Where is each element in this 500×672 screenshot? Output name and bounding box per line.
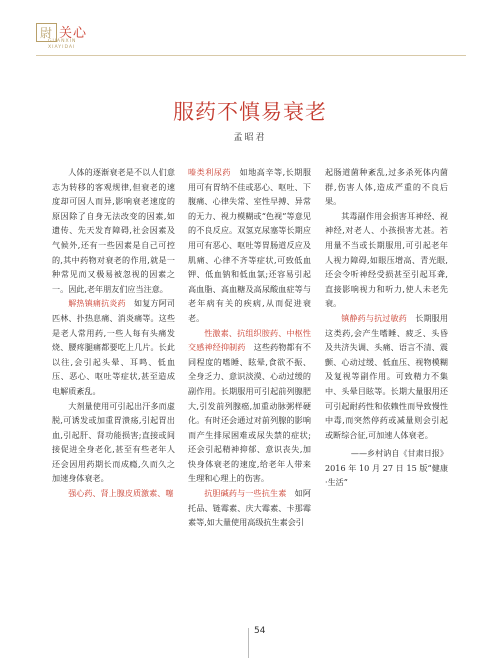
section-heading: 性激素、抗组织胺药、中枢性交感神经抑制药	[188, 327, 311, 353]
paragraph-text: 长期服用这类药,会产生嗜睡、疲乏、头昏及共济失调、头痛、语言不清、震颤、心动过缓、低血压、视物模糊及复视等副作用。可致精力不集中、头晕目眩等。长期大量服用还可引起耐药性和依赖性而导致慢性中毒,而突然停药或减量则会引起或断综合征,可加速人体衰老。	[325, 312, 448, 440]
logo-english-line-2: XIAYIDAI	[48, 45, 76, 50]
article-author: 孟昭君	[233, 133, 267, 143]
section-heading: 镇静药与抗过敏药	[341, 312, 407, 323]
paragraph	[52, 486, 175, 501]
header-divider	[36, 55, 466, 56]
source-line-2: 2016 年 10 月 27 日 15 版“健康·生活”	[325, 462, 448, 488]
paragraph	[188, 486, 311, 530]
page-number: 54	[254, 626, 266, 636]
column-3	[325, 165, 448, 490]
paragraph: 起肠道菌种紊乱,过多杀死体内菌群,伤害人体,造成严重的不良后果。	[325, 167, 448, 207]
column-1	[52, 165, 175, 501]
paragraph	[188, 326, 311, 487]
source-citation	[325, 446, 448, 490]
paragraph-text: 如地高辛等,长期服用可有胃纳不佳或恶心、呕吐、下腹痛、心律失常、室性早搏、异常的无力、视力模糊或“色视”等意见的不良反应。双氢克尿塞等长期应用可有恶心、呕吐等胃肠道反应及肌痛、心律不齐等症状,可致低血钾、低血钠和低血氯;还容易引起高血脂、高血糖及高尿酸血症等与老年病有关的疾病,从而促进衰老。	[188, 167, 311, 323]
section-heading-continued: 嗪类利尿药	[188, 167, 231, 177]
logo-heart-text: 关心	[59, 26, 88, 41]
paragraph	[52, 296, 175, 398]
section-heading: 强心药、肾上腺皮质激素、噻	[68, 488, 174, 499]
paragraph: 人体的逐渐衰老是不以人们意志为转移的客观规律,但衰老的速度却可因人而异,影响衰老速度的原因除了自身无法改变的因素,如遗传、先天发育障碍,社会因素及气候外,还有一些因素是自己可控的,其中药物对衰老的作用,就是一种常见而又极易被忽视的因素之一。因此,老年朋友们应当注意。	[52, 167, 175, 294]
paragraph-text: 这些药物都有不同程度的嗜睡、眩晕,食欲不振、全身乏力、意识淡漠、心动过缓的副作用。长期服用可引起前列腺肥大,引发前列腺癌,加重动脉粥样硬化。有时还会通过对前列腺的影响而产生排尿困难或尿失禁的症状;还会引起精神抑郁、意识丧失,加快身体衰老的速度,给老年人带来生理和心理上的伤害。	[188, 342, 311, 484]
section-heading: 抗胆碱药与一些抗生素	[204, 488, 287, 499]
paragraph: 其毒副作用会损害耳神经、视神经,对老人、小孩损害尤甚。若用量不当或长期服用,可引起老年人视力障碍,如眼压增高、青光眼,还会令听神经受损甚至引起耳聋,直接影响视力和听力,使人未老先衰。	[325, 210, 448, 309]
article-title: 服药不慎易衰老	[173, 100, 327, 124]
paragraph	[325, 311, 448, 442]
source-line-1: ——乡村讷自《甘肃日报》	[350, 448, 448, 459]
magazine-logo	[36, 22, 156, 52]
logo-english-line-1: GUANXIN	[48, 39, 77, 44]
paragraph-text: 如复方阿司匹林、扑热息痛、消炎痛等。这些是老人常用药,一些人每有头痛发烧、腰疼腿痛都要吃上几片。长此以往,会引起头晕、耳鸣、低血压、恶心、呕吐等症状,甚至造成电解质紊乱。	[52, 298, 175, 396]
footer-divider	[248, 628, 249, 658]
paragraph	[188, 165, 311, 326]
logo-box-char: 尉	[36, 23, 57, 42]
column-2	[188, 165, 311, 530]
paragraph-text: 如阿托品、链霉素、庆大霉素、卡那霉素等,如大量使用高级抗生素会引	[188, 488, 311, 528]
paragraph: 大剂量使用可引起出汗多而虚脱,可诱发或加重胃溃疡,引起胃出血,引起肝、肾功能损害;直接或间接促进全身老化,甚至有些老年人还会因用药期长而成瘾,久而久之加速身体衰老。	[52, 400, 175, 484]
section-heading: 解热镇痛抗炎药	[68, 298, 126, 309]
